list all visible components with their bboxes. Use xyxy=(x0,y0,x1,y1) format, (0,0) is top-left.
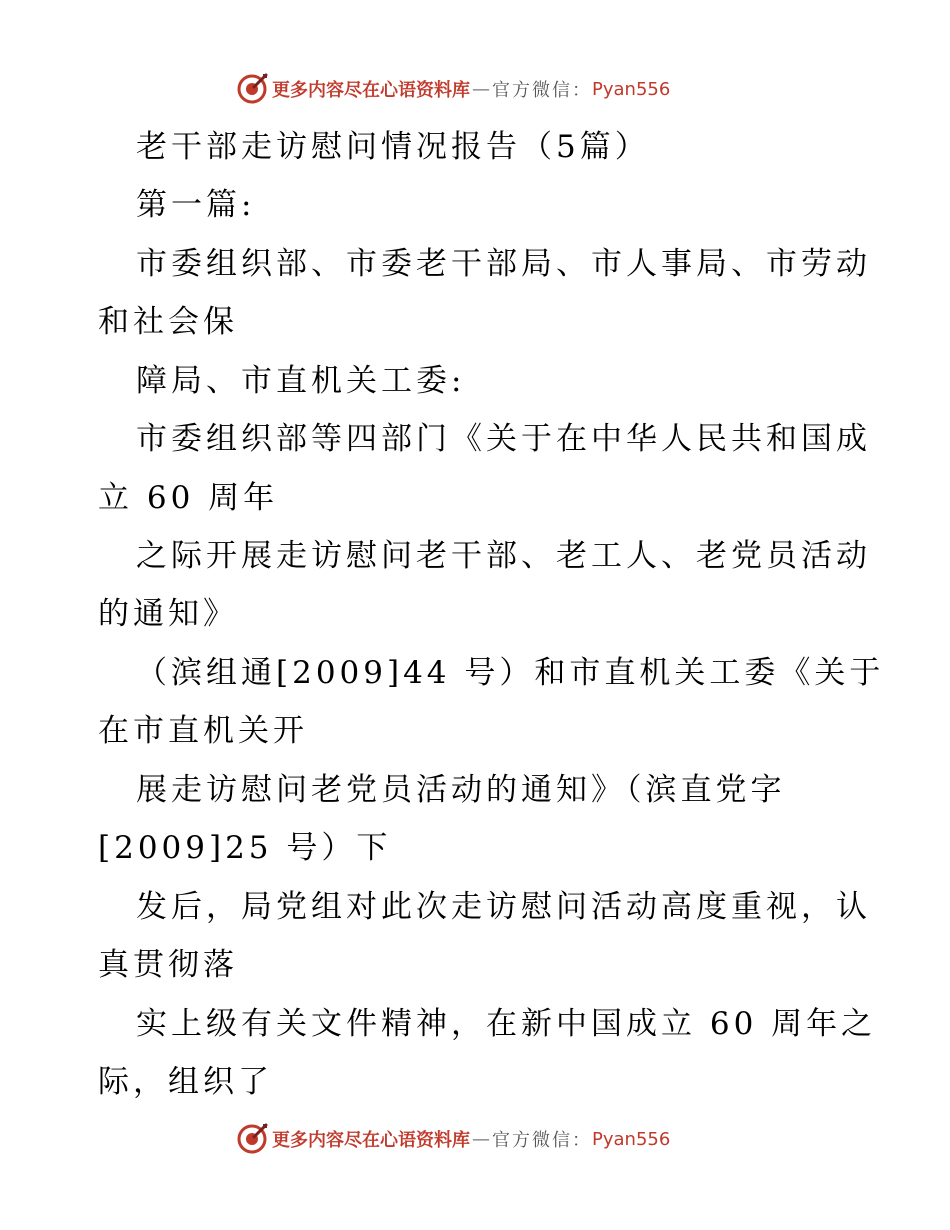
text-line: 障局、市直机关工委: xyxy=(136,363,466,399)
watermark-dash: — xyxy=(472,78,490,100)
watermark-main-text: 更多内容尽在心语资料库 xyxy=(272,80,470,101)
watermark-sub-text: 官方微信： xyxy=(492,1130,592,1151)
text-line: 发后，局党组对此次走访慰问活动高度重视，认 xyxy=(136,889,871,925)
text-line: 实上级有关文件精神，在新中国成立 60 周年之 xyxy=(136,1006,877,1042)
text-line: 真贯彻落 xyxy=(98,947,238,983)
text-line: 立 60 周年 xyxy=(98,480,279,516)
document-title: 老干部走访慰问情况报告（5篇） xyxy=(136,129,650,165)
watermark-wechat-id: Pyan556 xyxy=(592,1128,671,1150)
text-line: 和社会保 xyxy=(98,304,238,340)
text-line: 市委组织部、市委老干部局、市人事局、市劳动 xyxy=(136,246,871,282)
brand-logo-icon xyxy=(236,1123,268,1155)
watermark-wechat-id: Pyan556 xyxy=(592,78,671,100)
text-line: [2009]25 号）下 xyxy=(98,830,392,866)
brand-logo-icon xyxy=(236,73,268,105)
text-line: （滨组通[2009]44 号）和市直机关工委《关于 xyxy=(136,655,885,691)
watermark-footer xyxy=(236,1122,670,1156)
text-line: 在市直机关开 xyxy=(98,713,308,749)
text-line: 际，组织了 xyxy=(98,1064,273,1100)
watermark-sub-text: 官方微信： xyxy=(492,80,592,101)
watermark-dash: — xyxy=(472,1128,490,1150)
watermark-main-text: 更多内容尽在心语资料库 xyxy=(272,1130,470,1151)
text-line: 之际开展走访慰问老干部、老工人、老党员活动 xyxy=(136,538,871,574)
section-heading: 第一篇: xyxy=(136,187,256,223)
watermark-header xyxy=(236,72,670,106)
text-line: 展走访慰问老党员活动的通知》（滨直党字 xyxy=(136,772,786,808)
text-line: 的通知》 xyxy=(98,596,238,632)
text-line: 市委组织部等四部门《关于在中华人民共和国成 xyxy=(136,421,871,457)
